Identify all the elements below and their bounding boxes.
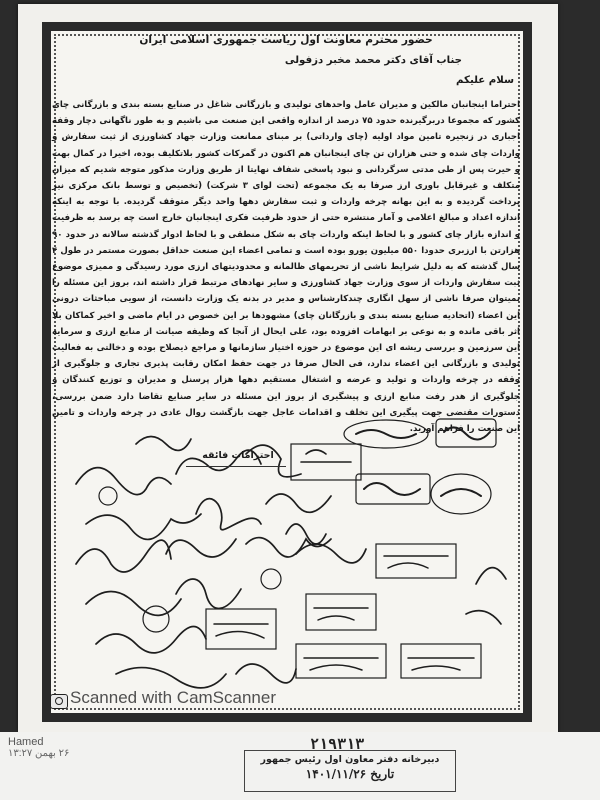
- sender-name: Hamed: [8, 736, 44, 748]
- stamp-seal-6: [376, 544, 456, 578]
- stamp-seal-10: [401, 644, 481, 678]
- footer-strip: [0, 732, 600, 800]
- signatures-and-stamps: [56, 404, 516, 704]
- addressee-name: جناب آقای دکتر محمد مخبر دزفولی: [284, 55, 462, 66]
- registration-number: ۲۱۹۳۱۳: [310, 735, 365, 753]
- small-round-seals: [99, 487, 281, 632]
- stamp-seal-8: [206, 609, 276, 649]
- stamp-seal-7: [306, 594, 376, 630]
- registration-office: دبیرخانه دفتر معاون اول رئیس جمهور: [260, 754, 440, 765]
- stamp-seal-5: [431, 474, 491, 514]
- scanner-watermark: Scanned with CamScanner: [70, 688, 277, 707]
- message-timestamp: ۲۶ بهمن ۱۳:۲۷: [8, 748, 70, 759]
- greeting: سلام علیکم: [456, 75, 514, 86]
- registration-stamp: [244, 750, 456, 792]
- closing-underline: [186, 466, 286, 467]
- scanned-letter: [18, 4, 558, 732]
- stamp-seal-2: [436, 419, 496, 447]
- letter-body: احتراما اینجانبان مالکین و مدیران عامل واحدهای تولیدی و بازرگانی شاغل در صنایع بسته بندی و بازرگانی چای کشور که مجموعا دربرگیرنده حدود ۷۵ درصد از اندازه واقعی این صنعت می باشیم و به طور ناگهانی دچار وقفه اجباری در زنجیره تامین مواد اولیه (چای وارداتی) بر مبنای ممانعت وزارت جهاد کشاورزی از ثبت سفارش و واردات چای شده و حتی هزاران تن چای اینجانبان هم اکنون در گمرکات کشور بلاتکلیف بوده، اخیرا در کمال بهت و حیرت پس از طی مدتی سرگردانی و نبود پاسخی شفاف نهایتا از طریق وزارت مذکور متوجه شدیم که میزان متکلف و غیرقابل باوری ارز صرفا به یک مجموعه (تحت لوای ۳ شرکت) (تخصیص و توسط بانک مرکزی نیز پرداخت گردیده و به این بهانه چرخه واردات و ثبت سفارش دهها واحد دیگر متوقف گردیده. با توجه به اینکه اندازه اعداد و مبالغ اعلامی و آمار منتشره حتی از حدود ظرفیت فکری اینجانبان خارج است چه برسد به ظرفیت و اندازه بازار چای کشور و با لحاظ اینکه واردات چای به شکل منطقی و با لحاظ ادوار گذشته سالانه در حدود ۹۰ هزارتن با ارزبری حدودا ۵۵۰ میلیون یورو بوده است و تمامی اعضاء این صنعت حداقل بصورت مستمر در طول ۴ سال گذشته که به دلیل شرایط ناشی از تحریمهای ظالمانه و محدودیتهای ارزی مورد رسیدگی و ممیزی موضوع ثبت سفارش واردات از سوی وزارت جهاد کشاورزی و سایر نهادهای مرتبط قرار داشته اند، بروز این مسئله را نمیتوان صرفا ناشی از سهل انگاری چندکارشناس و مدیر در بدنه یک وزارت دانست، از سویی مباحثات درونی این اعضاء (اتحادیه صنایع بسته بندی و بازرگانان چای) مشهودها بر این خصوص در ایام ماضی و اخیر کماکان بلا اثر باقی مانده و به نوعی بر ابهامات افزوده بود، علی ایحال از آنجا که وظیفه صیانت از منابع ارزی و سرمایه این سرزمین و بررسی ریشه ای این موضوع در حوزه اختیار سازمانها و مراجع ذیصلاح بوده و دخالتی به فعالیت تولیدی و بازرگانی این اعضاء ندارد، فی الحال صرفا در جهت حفظ امکان رقابت پذیری تجاری و جلوگیری از وقفه در چرخه واردات و تولید و عرضه و اشتغال مستقیم دهها هزار پرسنل و مدیران و توزیع کنندگان و جلوگیری از هدر رفت منابع ارزی و پیشگیری از بروز این مسئله در سایر صنایع تقاضا دارد ضمن بررسی، دستورات مقتضی جهت پیگیری این تخلف و اقدامات عاجل جهت بازگشت روال عادی در چرخه واردات و تامین این صنعت را فراهم آورید.: [52, 100, 520, 435]
- stamp-seal-4: [356, 474, 430, 504]
- closing-remark: احترامات فائقه: [202, 450, 274, 461]
- addressee-title: حضور محترم معاونت اول ریاست جمهوری اسلامی ایران: [139, 34, 433, 46]
- camscanner-logo-icon: [50, 694, 68, 709]
- stamp-seal-9: [296, 644, 386, 678]
- letter-content: [52, 32, 520, 437]
- registration-date: تاریخ ۱۴۰۱/۱۱/۲۶: [305, 767, 395, 781]
